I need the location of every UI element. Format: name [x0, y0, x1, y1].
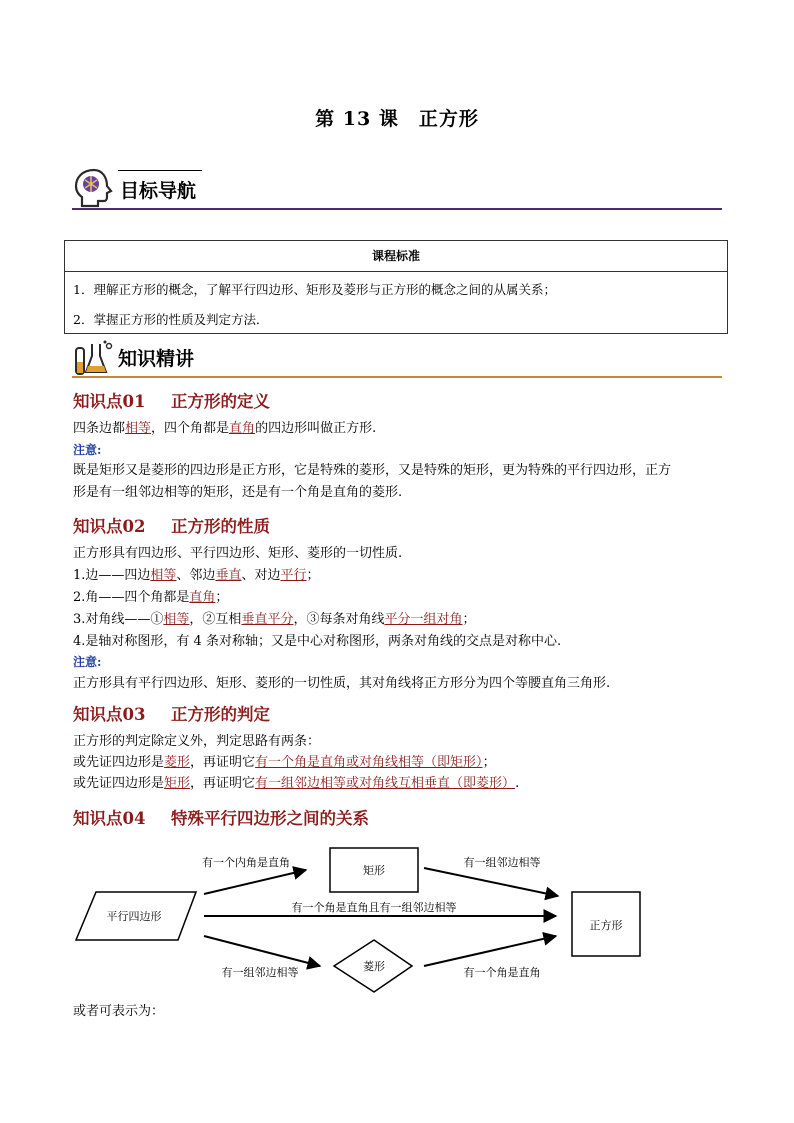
kp3-route-text: . [515, 776, 520, 791]
kp2-line-text: ，③每条对角线 [293, 612, 385, 627]
kp3-key-rectangle: 矩形 [164, 776, 191, 791]
arrow-to-rectangle [204, 870, 306, 894]
kp1-note-line-1: 既是矩形又是菱形的四边形是正方形，它是特殊的菱形，又是特殊的矩形，更为特殊的平行四边形，正方 [73, 463, 672, 478]
kp2-key-diag-angle: 平分一组对角 [384, 612, 463, 627]
kp1-number: 知识点01 [73, 392, 146, 411]
kp3-key-rect-condition: 有一个角是直角或对角线相等（即矩形） [255, 755, 483, 770]
kp3-title: 正方形的判定 [171, 705, 270, 724]
square-label: 正方形 [589, 919, 623, 932]
kp1-title: 正方形的定义 [171, 392, 270, 411]
kp1-def-text: ，四个角都是 [151, 421, 230, 436]
kp3-route-text: ，再证明它 [190, 776, 256, 791]
page-title: 第 13 课 正方形 [315, 108, 479, 130]
standards-header: 课程标准 [65, 241, 727, 272]
kp2-note-label: 注意: [73, 655, 102, 669]
standards-item-2: 2．掌握正方形的性质及判定方法． [73, 312, 269, 327]
kp4-title: 特殊平行四边形之间的关系 [171, 809, 369, 828]
kp1-def-text: 四条边都 [73, 421, 126, 436]
arrow-to-rhombus-label: 有一组邻边相等 [221, 966, 299, 979]
kp2-intro: 正方形具有四边形、平行四边形、矩形、菱形的一切性质. [73, 546, 403, 561]
kp2-line-text: 2.角——四个角都是 [73, 590, 190, 605]
parallelogram-label: 平行四边形 [106, 910, 162, 923]
kp2-line-text: 、邻边 [176, 568, 216, 583]
kp3-route-text: ，再证明它 [190, 755, 256, 770]
kp2-key-parallel: 平行 [280, 568, 307, 583]
kp2-line-text: 、对边 [241, 568, 281, 583]
kp2-note-text: 正方形具有平行四边形、矩形、菱形的一切性质，其对角线将正方形分为四个等腰直角三角形. [73, 676, 611, 691]
kp2-key-diag-bisect: 垂直平分 [241, 612, 294, 627]
arrow-rhombus-to-square-label: 有一个角是直角 [463, 966, 541, 979]
kp3-intro: 正方形的判定除定义外，判定思路有两条： [73, 734, 321, 749]
kp1-def-key-equal: 相等 [125, 421, 152, 436]
footer-text: 或者可表示为： [73, 1004, 165, 1019]
kp1-def-text: 的四边形叫做正方形. [255, 421, 377, 436]
arrow-direct-label: 有一个角是直角且有一组邻边相等 [291, 901, 457, 914]
arrow-to-rectangle-label: 有一个内角是直角 [202, 856, 290, 869]
kp3-key-rhombus-condition: 有一组邻边相等或对角线互相垂直（即菱形） [255, 776, 516, 791]
rectangle-label: 矩形 [363, 864, 385, 877]
section-goal-label: 目标导航 [120, 180, 197, 202]
kp3-route-text: 或先证四边形是 [73, 755, 165, 770]
section-knowledge-label: 知识精讲 [118, 348, 195, 370]
kp2-line-text: ； [462, 612, 476, 627]
kp2-number: 知识点02 [73, 517, 146, 536]
kp2-key-right-angle: 直角 [189, 590, 216, 605]
kp1-def-key-right-angle: 直角 [229, 421, 256, 436]
arrow-rectangle-to-square [424, 868, 558, 896]
kp3-route-text: 或先证四边形是 [73, 776, 165, 791]
kp2-line-text: 3.对角线——① [73, 612, 164, 627]
arrow-to-rhombus [204, 936, 320, 966]
kp2-line-4: 4.是轴对称图形，有 4 条对称轴；又是中心对称图形，两条对角线的交点是对称中心. [73, 634, 562, 649]
kp4-number: 知识点04 [73, 809, 146, 828]
kp3-route-text: ； [482, 755, 496, 770]
kp2-line-text: ； [306, 568, 320, 583]
kp3-key-rhombus: 菱形 [164, 755, 191, 770]
kp1-note-line-2: 形是有一组邻边相等的矩形，还是有一个角是直角的菱形. [73, 485, 403, 500]
kp2-key-equal: 相等 [150, 568, 177, 583]
kp2-key-diag-equal: 相等 [163, 612, 190, 627]
kp2-key-perpendicular: 垂直 [215, 568, 242, 583]
arrow-rhombus-to-square [424, 936, 556, 966]
kp3-number: 知识点03 [73, 705, 146, 724]
kp2-title: 正方形的性质 [171, 517, 270, 536]
kp2-line-text: 1.边——四边 [73, 568, 151, 583]
kp1-note-label: 注意: [73, 443, 102, 457]
kp2-line-text: ； [215, 590, 229, 605]
standards-item-1: 1．理解正方形的概念，了解平行四边形、矩形及菱形与正方形的概念之间的从属关系； [73, 282, 556, 297]
kp2-line-text: ，②互相 [189, 612, 242, 627]
rhombus-label: 菱形 [363, 960, 385, 973]
arrow-rectangle-to-square-label: 有一组邻边相等 [463, 856, 541, 869]
